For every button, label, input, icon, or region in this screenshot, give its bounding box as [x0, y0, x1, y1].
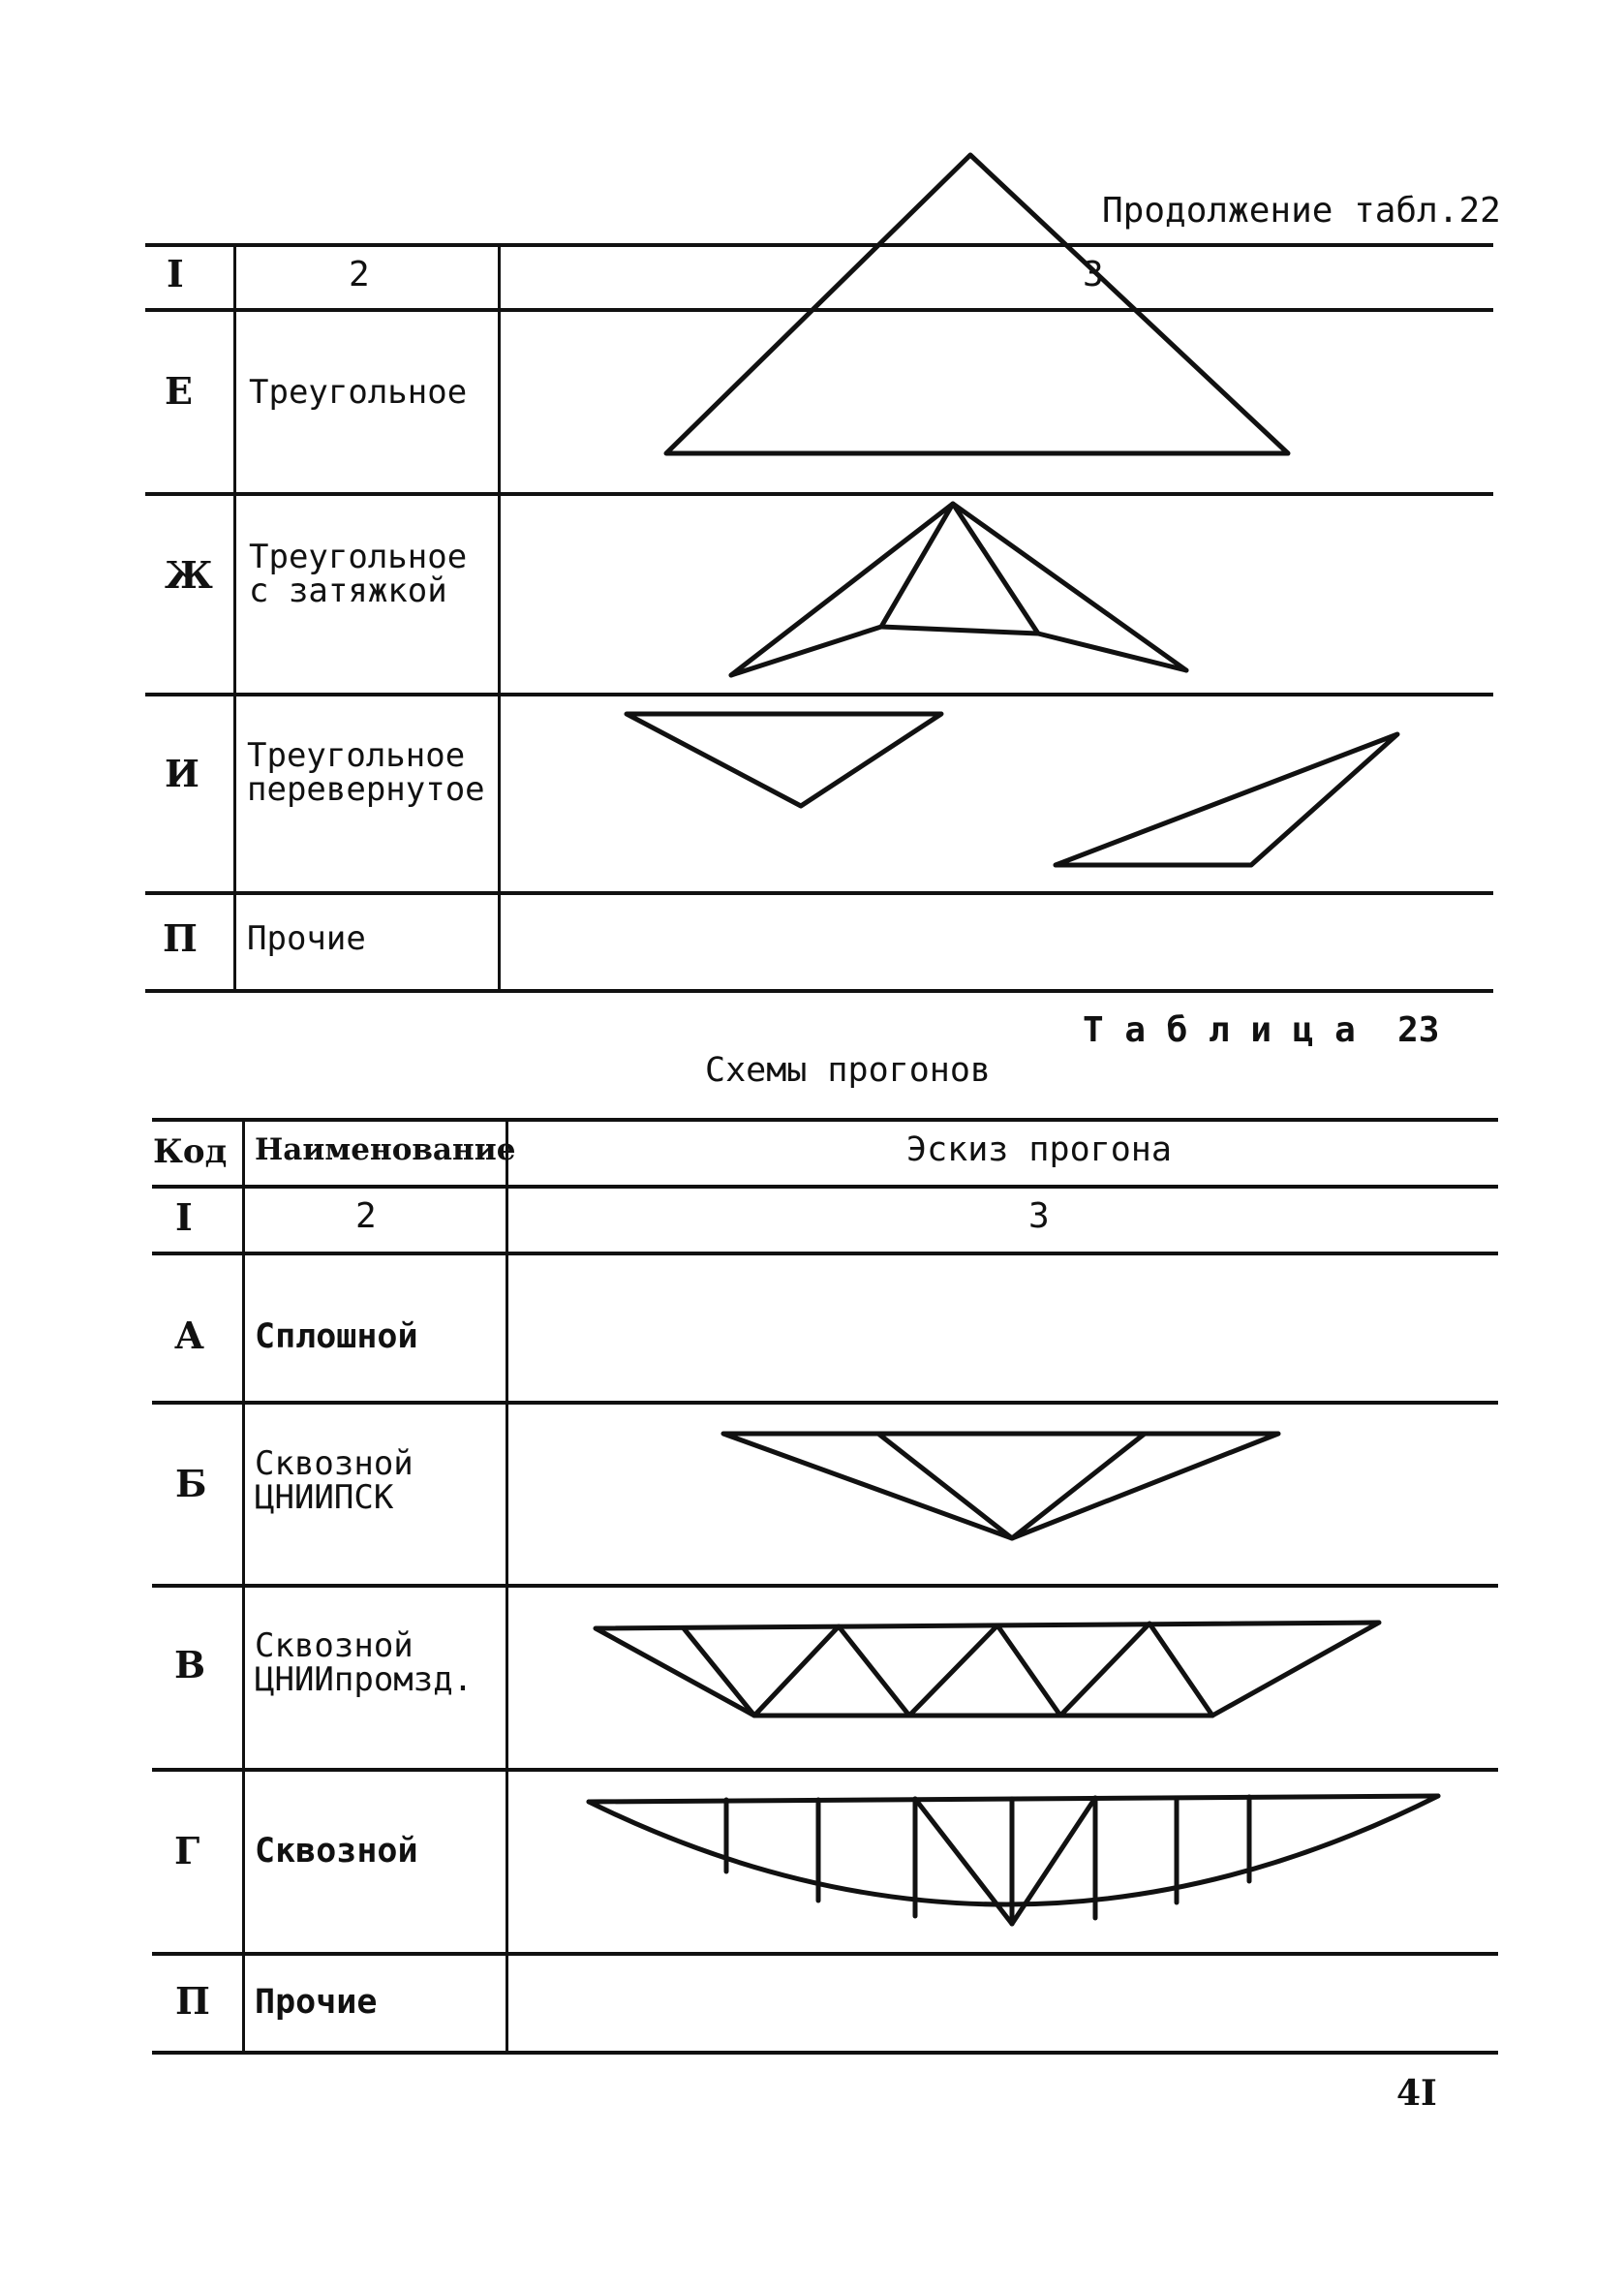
table22-continuation-caption: Продолжение табл.22: [1102, 191, 1501, 231]
row-code: А: [174, 1314, 204, 1357]
row-code: Е: [165, 369, 193, 413]
table23-colnum-2: 2: [355, 1196, 377, 1236]
table23-label: Т а б л и ц а 23: [1083, 1010, 1440, 1050]
truss-purlin-tsniipsk-sketch-icon: [723, 1434, 1278, 1538]
row-name: Сквозной ЦНИИпромзд.: [255, 1626, 474, 1699]
row-code: Б: [175, 1462, 207, 1505]
row-name: Сквозной ЦНИИПСК: [255, 1444, 414, 1517]
row-code: П: [163, 916, 198, 960]
table22-colnum-3: 3: [1083, 255, 1104, 294]
row-name: Треугольное перевернутое: [247, 736, 485, 809]
row-code: Ж: [165, 553, 213, 597]
triangle-sketch-icon: [666, 155, 1288, 453]
row-code: В: [174, 1643, 206, 1686]
table23-colnum-3: 3: [1028, 1196, 1050, 1236]
table23-header-sketch: Эскиз прогона: [906, 1130, 1172, 1169]
row-name: Треугольное: [249, 373, 468, 412]
curved-truss-purlin-sketch-icon: [589, 1796, 1438, 1924]
page-number: 4I: [1396, 2073, 1437, 2114]
table23-header-code: Код: [153, 1132, 228, 1171]
table23-colnum-1: I: [175, 1195, 193, 1239]
table22-colnum-2: 2: [349, 255, 370, 294]
table22-colnum-1: I: [167, 252, 184, 295]
row-name: Прочие: [255, 1983, 378, 2022]
triangle-with-tie-sketch-icon: [731, 504, 1186, 675]
table23-title: Схемы прогонов: [705, 1051, 992, 1090]
row-name: Сквозной: [255, 1832, 418, 1871]
table23-header-name: Наименование: [255, 1132, 516, 1167]
row-code: П: [175, 1979, 210, 2023]
row-name: Прочие: [247, 919, 366, 958]
row-name: Сплошной: [255, 1317, 418, 1356]
truss-purlin-tsniipromzd-sketch-icon: [596, 1623, 1379, 1716]
row-code: Г: [174, 1829, 200, 1872]
row-name: Треугольное с затяжкой: [249, 538, 468, 610]
row-code: И: [165, 752, 199, 795]
inverted-triangle-sketch-icon: [627, 714, 1397, 865]
